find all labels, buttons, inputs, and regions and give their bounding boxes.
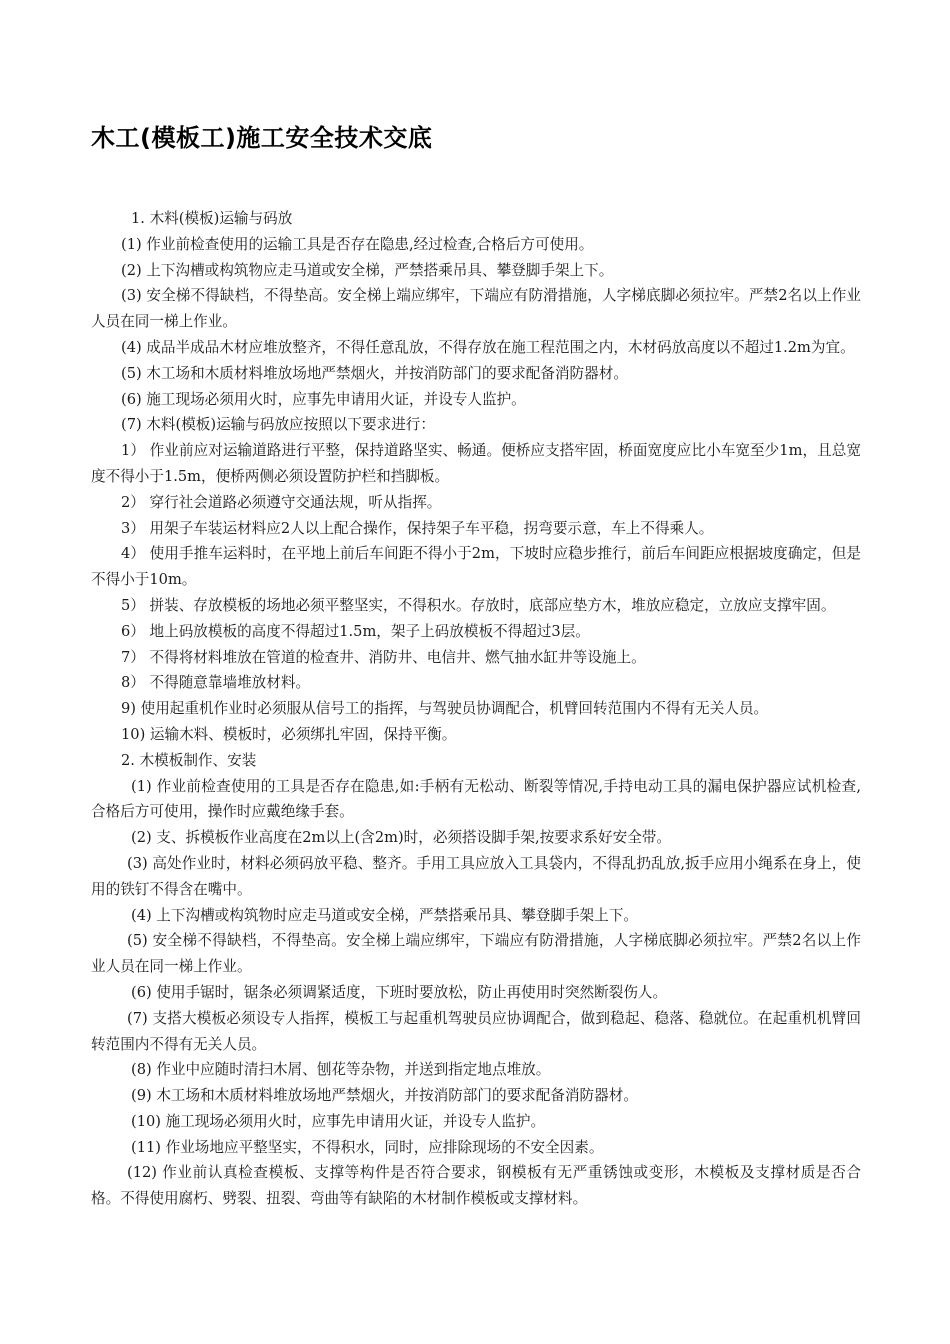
paragraph: (4) 上下沟槽或构筑物时应走马道或安全梯，严禁搭乘吊具、攀登脚手架上下。 xyxy=(131,906,638,924)
paragraph: 5） 拼装、存放模板的场地必须平整坚实，不得积水。存放时，底部应垫方木，堆放应稳定，立放应支撑牢固。 xyxy=(121,596,836,614)
paragraph: (2) 支、拆模板作业高度在2m以上(含2m)时，必须搭设脚手架,按要求系好安全带。 xyxy=(131,829,671,847)
paragraph: (3) 高处作业时，材料必须码放平稳、整齐。手用工具应放入工具袋内，不得乱扔乱放,扳手应用小绳系在身上，使用的铁钉不得含在嘴中。 xyxy=(91,854,861,898)
paragraph: 8） 不得随意靠墙堆放材料。 xyxy=(121,674,311,692)
paragraph: (7) 支搭大模板必须设专人指挥，模板工与起重机驾驶员应协调配合，做到稳起、稳落、稳就位。在起重机机臂回转范围内不得有无关人员。 xyxy=(91,1009,861,1053)
paragraph: 9) 使用起重机作业时必须服从信号工的指挥，与驾驶员协调配合，机臂回转范围内不得有无关人员。 xyxy=(121,700,769,718)
paragraph: (5) 安全梯不得缺档，不得垫高。安全梯上端应绑牢，下端应有防滑措施，人字梯底脚必须拉牢。严禁2名以上作业人员在同一梯上作业。 xyxy=(91,932,861,976)
paragraph: 10) 运输木料、模板时，必须绑扎牢固，保持平衡。 xyxy=(121,725,457,743)
paragraph: (3) 安全梯不得缺档，不得垫高。安全梯上端应绑牢，下端应有防滑措施，人字梯底脚必须拉牢。严禁2名以上作业人员在同一梯上作业。 xyxy=(91,287,861,331)
paragraph: (8) 作业中应随时清扫木屑、刨花等杂物，并送到指定地点堆放。 xyxy=(131,1061,551,1079)
paragraph: (11) 作业场地应平整坚实，不得积水，同时，应排除现场的不安全因素。 xyxy=(131,1138,604,1156)
paragraph: (1) 作业前检查使用的运输工具是否存在隐患,经过检查,合格后方可使用。 xyxy=(121,235,594,253)
paragraph: (9) 木工场和木质材料堆放场地严禁烟火，并按消防部门的要求配备消防器材。 xyxy=(131,1087,638,1105)
paragraph: (6) 使用手锯时，锯条必须调紧适度，下班时要放松，防止再使用时突然断裂伤人。 xyxy=(131,983,668,1001)
document-title: 木工(模板工)施工安全技术交底 xyxy=(91,124,433,152)
paragraph: (5) 木工场和木质材料堆放场地严禁烟火，并按消防部门的要求配备消防器材。 xyxy=(121,364,628,382)
paragraph: (6) 施工现场必须用火时，应事先申请用火证，并设专人监护。 xyxy=(121,390,526,408)
paragraph: (4) 成品半成品木材应堆放整齐，不得任意乱放，不得存放在施工程范围之内，木材码放高度以不超过1.2m为宜。 xyxy=(121,338,855,356)
paragraph: 3） 用架子车装运材料应2人以上配合操作，保持架子车平稳，拐弯要示意，车上不得乘人。 xyxy=(121,519,714,537)
paragraph: (10) 施工现场必须用火时，应事先申请用火证，并设专人监护。 xyxy=(131,1112,546,1130)
paragraph: (7) 木料(模板)运输与码放应按照以下要求进行： xyxy=(121,416,435,434)
paragraph: (1) 作业前检查使用的工具是否存在隐患,如:手柄有无松动、断裂等情况,手持电动工具的漏电保护器应试机检查,合格后方可使用，操作时应戴绝缘手套。 xyxy=(91,777,861,821)
paragraph: 7） 不得将材料堆放在管道的检查井、消防井、电信井、燃气抽水缸井等设施上。 xyxy=(121,648,646,666)
paragraph: 2） 穿行社会道路必须遵守交通法规，听从指挥。 xyxy=(121,493,442,511)
paragraph: (2) 上下沟槽或构筑物应走马道或安全梯，严禁搭乘吊具、攀登脚手架上下。 xyxy=(121,261,614,279)
paragraph: 2. 木模板制作、安装 xyxy=(121,751,257,769)
document-body xyxy=(91,206,861,1212)
paragraph: (12) 作业前认真检查模板、支撑等构件是否符合要求，钢模板有无严重锈蚀或变形，木模板及支撑材质是否合格。不得使用腐朽、劈裂、扭裂、弯曲等有缺陷的木材制作模板或支撑材料。 xyxy=(91,1164,861,1208)
paragraph: 1. 木料(模板)运输与码放 xyxy=(131,210,293,227)
paragraph: 4） 使用手推车运料时，在平地上前后车间距不得小于2m，下坡时应稳步推行，前后车间距应根据坡度确定，但是不得小于10m。 xyxy=(91,545,861,589)
paragraph: 6） 地上码放模板的高度不得超过1.5m，架子上码放模板不得超过3层。 xyxy=(121,622,590,640)
paragraph: 1） 作业前应对运输道路进行平整，保持道路坚实、畅通。便桥应支搭牢固，桥面宽度应比小车宽至少1m，且总宽度不得小于1.5m，便桥两侧必须设置防护栏和挡脚板。 xyxy=(91,442,861,485)
